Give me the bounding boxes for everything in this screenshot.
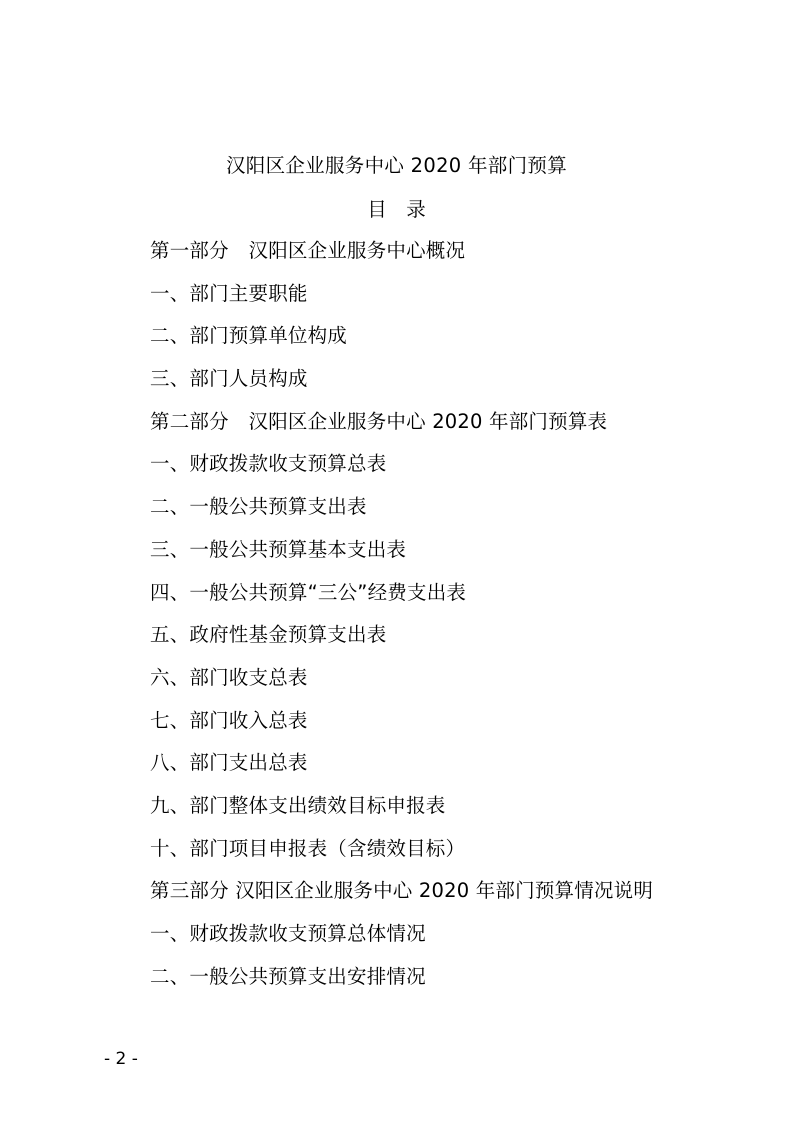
- toc-item: 三、部门人员构成: [150, 367, 308, 391]
- toc-item: 八、部门支出总表: [150, 751, 308, 775]
- toc-item: 二、一般公共预算支出安排情况: [150, 964, 426, 988]
- toc-heading: 目 录: [367, 198, 426, 221]
- table-of-contents: [150, 235, 653, 1003]
- toc-item: 二、一般公共预算支出表: [150, 495, 367, 519]
- document-title: 汉阳区企业服务中心 2020 年部门预算: [225, 154, 568, 177]
- toc-item: 五、政府性基金预算支出表: [150, 623, 387, 647]
- toc-item: 一、财政拨款收支预算总体情况: [150, 922, 426, 945]
- toc-item: 一、部门主要职能: [150, 281, 308, 305]
- toc-part-1: 第一部分 汉阳区企业服务中心概况: [150, 239, 466, 262]
- toc-item: 六、部门收支总表: [150, 665, 308, 689]
- toc-item: 十、部门项目申报表（含绩效目标）: [150, 836, 466, 860]
- toc-item: 三、一般公共预算基本支出表: [150, 537, 407, 561]
- toc-part-3: 第三部分 汉阳区企业服务中心 2020 年部门预算情况说明: [150, 879, 654, 903]
- page-number: - 2 -: [104, 1049, 138, 1069]
- toc-part-2: 第二部分 汉阳区企业服务中心 2020 年部门预算表: [150, 409, 608, 433]
- toc-item: 一、财政拨款收支预算总表: [150, 452, 387, 476]
- toc-item: 四、一般公共预算“三公”经费支出表: [150, 580, 467, 604]
- toc-item: 二、部门预算单位构成: [150, 324, 348, 348]
- toc-item: 七、部门收入总表: [150, 708, 308, 732]
- toc-item: 九、部门整体支出绩效目标申报表: [150, 793, 446, 817]
